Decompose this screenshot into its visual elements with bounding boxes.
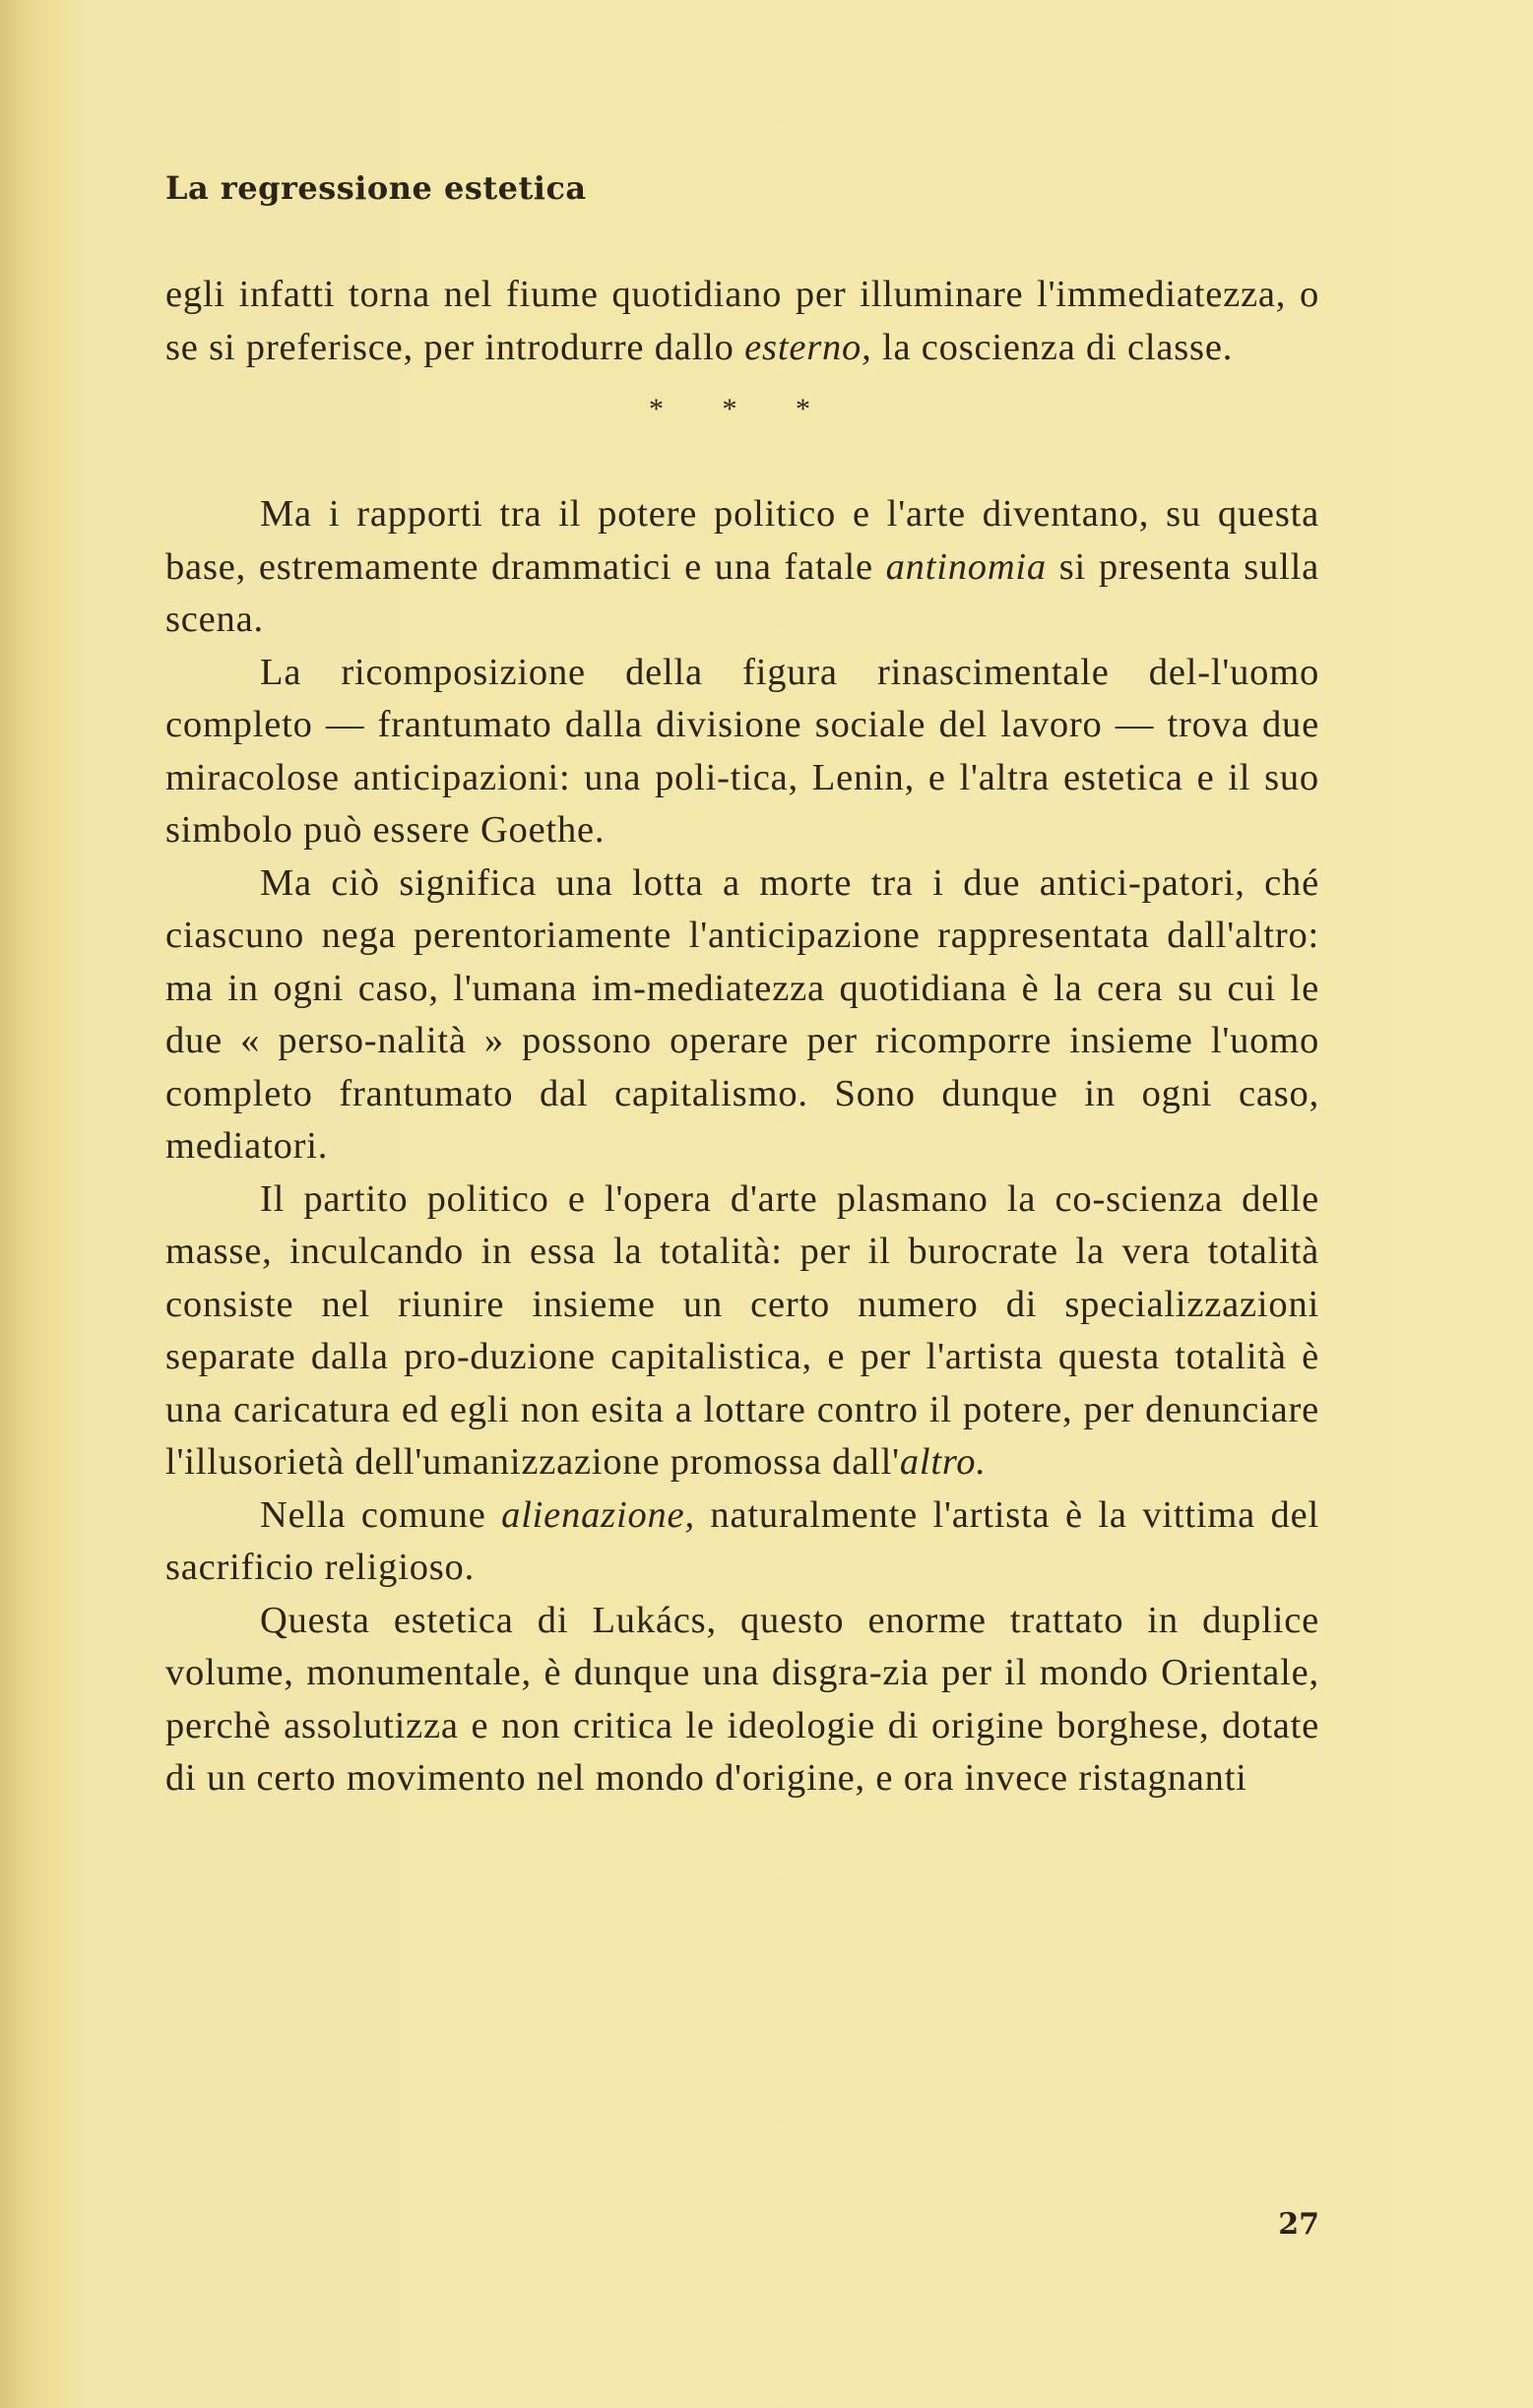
section-separator: * * * [649, 393, 836, 425]
paragraph-1 [165, 269, 1319, 374]
italic-segment: alienazione, [501, 1493, 695, 1536]
text-segment: Questa estetica di Lukács, questo enorme trattato in duplice volume, monumentale, è dunque una disgra-zia per il mondo Orientale, perchè assolutizza e non critica le ideologie di origine borghese, dotate di un certo movimento nel mondo d'origine, e ora invece ristagnanti [165, 1599, 1319, 1799]
paragraph-6 [165, 1489, 1319, 1595]
page-number: 27 [1278, 2207, 1319, 2242]
text-segment: La ricomposizione della figura rinascimentale del-l'uomo completo — frantumato dalla divisione sociale del lavoro — trova due miracolose anticipazioni: una poli-tica, Lenin, e l'altra estetica e il suo simbolo può essere Goethe. [165, 651, 1319, 851]
text-segment: la coscienza di classe. [871, 326, 1234, 368]
text-segment: egli infatti torna nel fiume quotidiano per illuminare l'immediatezza, o se si preferisce, per introdurre dallo [165, 274, 1319, 368]
paragraph-4 [165, 857, 1319, 1173]
text-segment: Il partito politico e l'opera d'arte plasmano la co-scienza delle masse, inculcando in essa la totalità: per il burocrate la vera totalità consiste nel riunire insieme un certo numero di specializzazioni separate dalla pro-duzione capitalistica, e per l'artista questa totalità è una caricatura ed egli non esita a lottare contro il potere, per denunciare l'illusorietà dell'umanizzazione promossa dall' [165, 1177, 1319, 1483]
text-segment: naturalmente l'artista è la vittima del sacrificio religioso. [165, 1493, 1319, 1588]
paragraph-3 [165, 647, 1319, 857]
paragraph-5 [165, 1173, 1319, 1489]
italic-segment: esterno, [744, 326, 872, 368]
text-segment: si presenta sulla scena. [165, 545, 1319, 640]
running-head: La regressione estetica [165, 169, 587, 207]
italic-segment: altro. [899, 1441, 987, 1483]
body-text [165, 269, 1319, 1806]
text-segment: Nella comune [260, 1493, 502, 1536]
paragraph-2 [165, 488, 1319, 647]
paragraph-7 [165, 1595, 1319, 1806]
text-segment: Ma i rapporti tra il potere politico e l'arte diventano, su questa base, estremamente drammatici e una fatale [165, 493, 1319, 588]
text-segment: Ma ciò significa una lotta a morte tra i due antici-patori, ché ciascuno nega perentoriamente l'anticipazione rappresentata dall'altro: ma in ogni caso, l'umana im-mediatezza quotidiana è la cera su cui le due « perso-nalità » possono operare per ricomporre insieme l'uomo completo frantumato dal capitalismo. Sono dunque in ogni caso, mediatori. [165, 861, 1319, 1167]
italic-segment: antinomia [885, 545, 1047, 588]
